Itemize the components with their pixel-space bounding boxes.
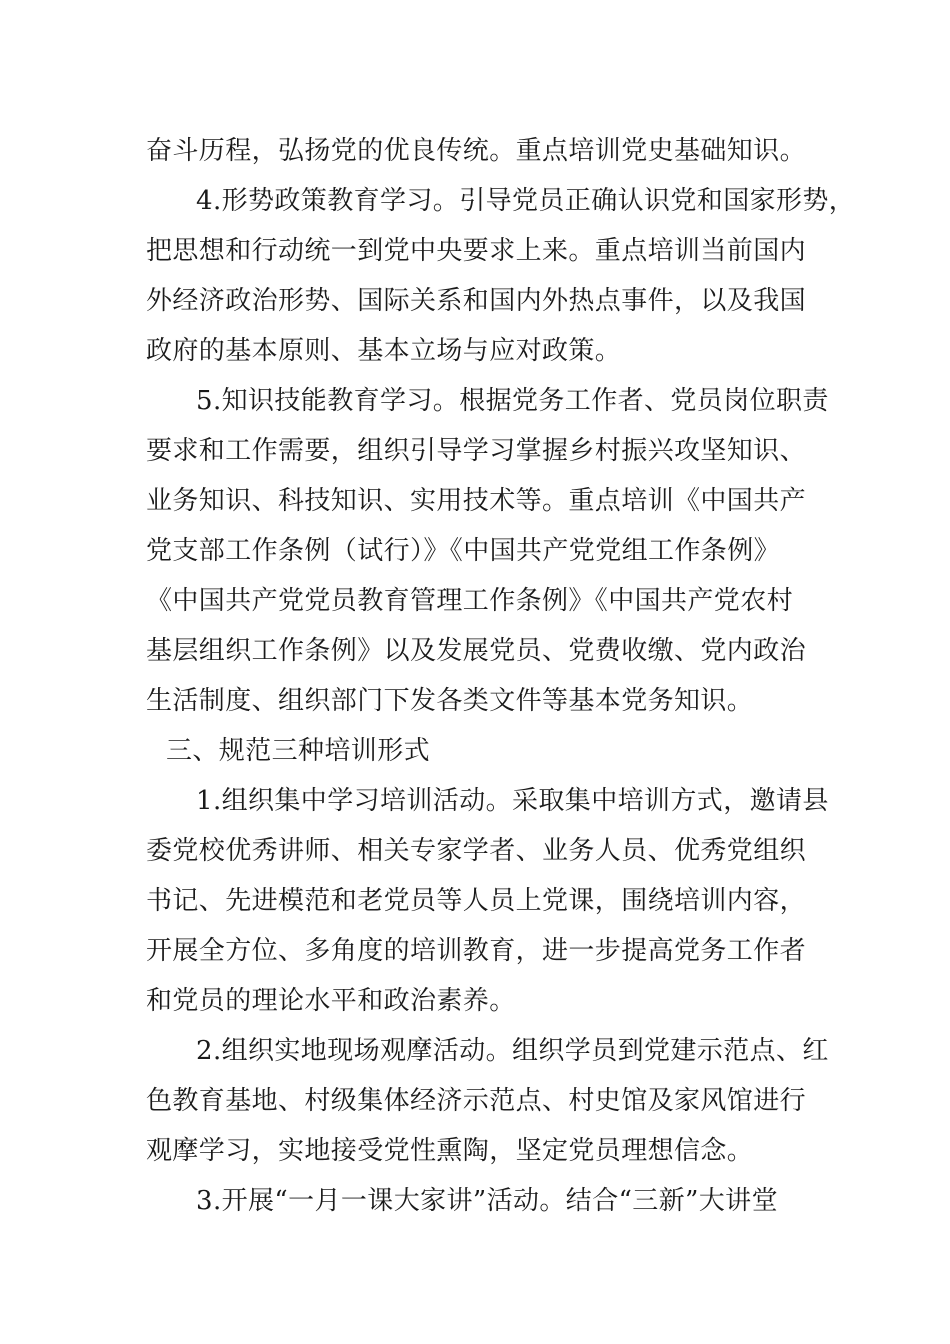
paragraph-line: 奋斗历程，弘扬党的优良传统。重点培训党史基础知识。 — [146, 136, 807, 166]
paragraph-line: 政府的基本原则、基本立场与应对政策。 — [146, 336, 622, 366]
paragraph-line: 要求和工作需要，组织引导学习掌握乡村振兴攻坚知识、 — [146, 436, 807, 466]
paragraph-line: 业务知识、科技知识、实用技术等。重点培训《中国共产 — [146, 486, 807, 516]
paragraph-line: 5.知识技能教育学习。根据党务工作者、党员岗位职责 — [196, 386, 829, 416]
paragraph-line: 开展全方位、多角度的培训教育，进一步提高党务工作者 — [146, 936, 807, 966]
paragraph-line: 1.组织集中学习培训活动。采取集中培训方式，邀请县 — [196, 786, 829, 816]
paragraph-line: 基层组织工作条例》以及发展党员、党费收缴、党内政治 — [146, 636, 807, 666]
paragraph-line: 党支部工作条例（试行）》《中国共产党党组工作条例》 — [146, 536, 781, 566]
section-heading: 三、规范三种培训形式 — [166, 736, 431, 766]
paragraph-line: 生活制度、组织部门下发各类文件等基本党务知识。 — [146, 686, 754, 716]
paragraph-line: 委党校优秀讲师、相关专家学者、业务人员、优秀党组织 — [146, 836, 807, 866]
paragraph-line: 4.形势政策教育学习。引导党员正确认识党和国家形势， — [196, 186, 856, 216]
paragraph-line: 观摩学习，实地接受党性熏陶，坚定党员理想信念。 — [146, 1136, 754, 1166]
paragraph-line: 外经济政治形势、国际关系和国内外热点事件，以及我国 — [146, 286, 807, 316]
paragraph-line: 书记、先进模范和老党员等人员上党课，围绕培训内容， — [146, 886, 807, 916]
paragraph-line: 2.组织实地现场观摩活动。组织学员到党建示范点、红 — [196, 1036, 829, 1066]
paragraph-line: 色教育基地、村级集体经济示范点、村史馆及家风馆进行 — [146, 1086, 807, 1116]
paragraph-line: 和党员的理论水平和政治素养。 — [146, 986, 516, 1016]
paragraph-line: 把思想和行动统一到党中央要求上来。重点培训当前国内 — [146, 236, 807, 266]
paragraph-line: 3.开展“一月一课大家讲”活动。结合“三新”大讲堂 — [196, 1186, 778, 1216]
paragraph-line: 《中国共产党党员教育管理工作条例》《中国共产党农村 — [146, 586, 794, 616]
